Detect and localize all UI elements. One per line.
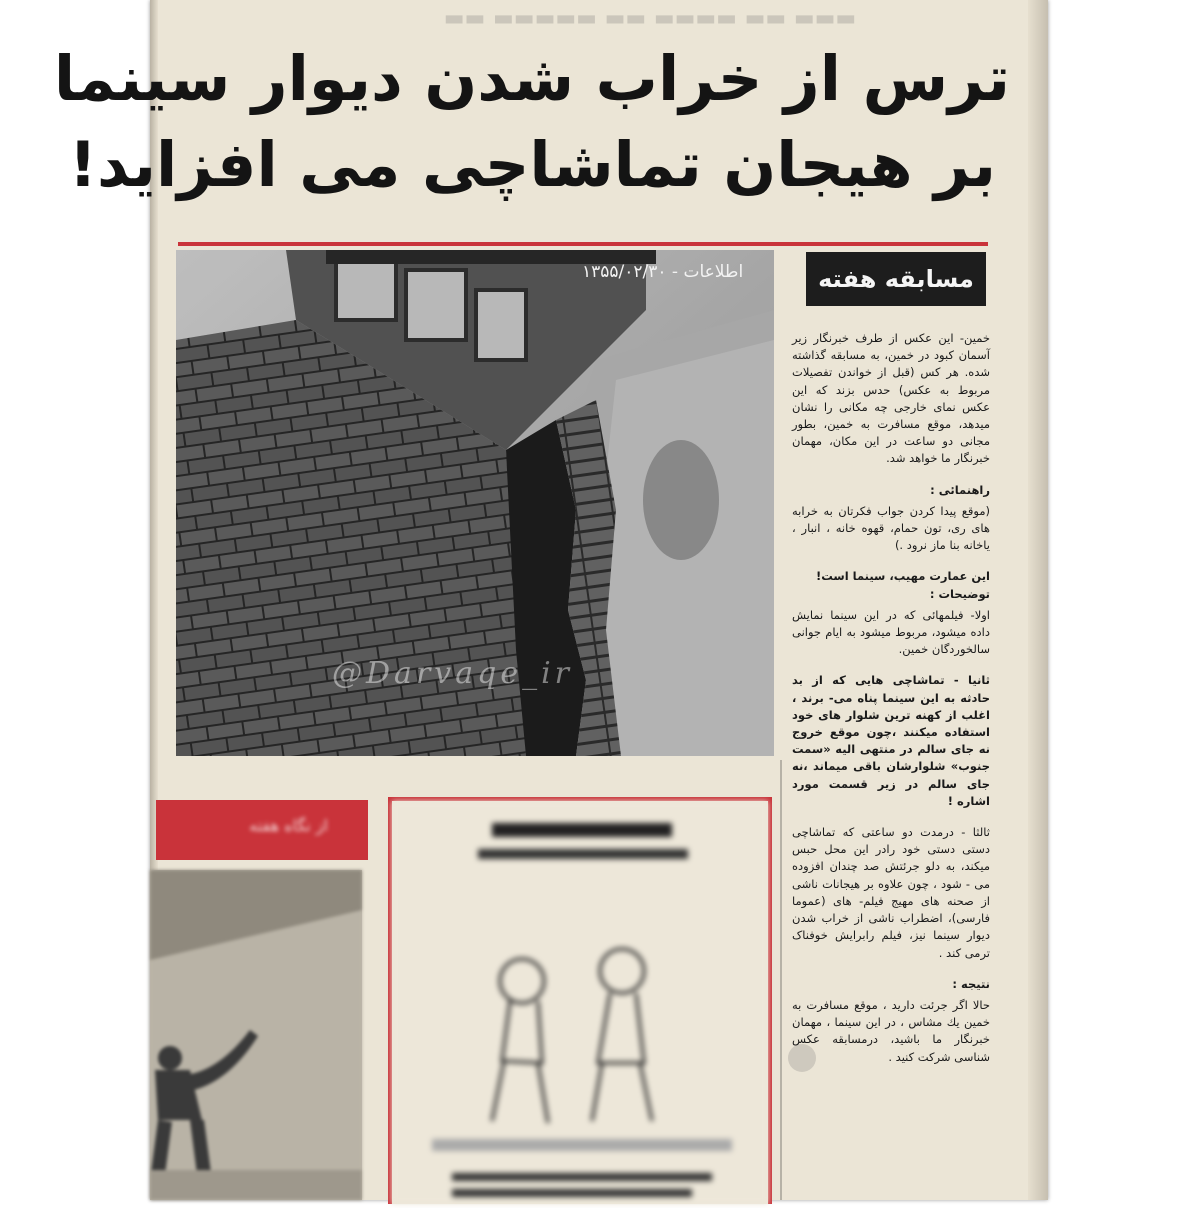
second-point: ثانیا - تماشاچی هایی که از بد حادثه به این سینما پناه می- برند ، اغلب از کهنه ترین شلوار های خود استفاده میکنند ،چون موقع خروج نه جای سالم در منتهی الیه «سمت جنوب» شلوارشان باقی میماند ،نه جای سالم در زیر قسمت مورد اشاره ! xyxy=(792,673,990,808)
lower-section-label xyxy=(156,800,368,860)
article-column xyxy=(792,330,990,1080)
explain-title: توضیحات : xyxy=(929,586,990,601)
column-divider xyxy=(780,760,782,1200)
figure-image xyxy=(150,870,362,1200)
result-text: حالا اگر جرئت دارید ، موقع مسافرت به خمین یك مشاس ، در این سینما ، مهمان خبرنگار ما باشید، درمسابقه عکس شناسی شرکت کنید . xyxy=(792,997,990,1064)
bleed-through-text: ▬▬▬ ▬▬ ▬▬▬▬ ▬▬ ▬▬▬▬▬ ▬▬ xyxy=(443,6,857,31)
logo-stamp xyxy=(788,1044,816,1072)
hint-title: راهنمائی : xyxy=(930,482,990,497)
cartoon-box xyxy=(388,797,772,1204)
hint-text: (موقع پیدا کردن جواب فکرتان به خرابه های ری، تون حمام، قهوه خانه ، انبار ، یاخانه بنا ماز نرود .) xyxy=(792,503,990,553)
cartoon-image xyxy=(392,801,768,1204)
photo-caption: اطلاعات - ۱۳۵۵/۰۲/۳۰ xyxy=(582,262,744,282)
first-point: اولا- فیلمهائی که در این سینما نمایش داده میشود، مربوط میشود به ایام جوانی سالخوردگان خمین. xyxy=(792,607,990,657)
page-edge-right xyxy=(1028,0,1048,1200)
answer-text: این عمارت مهیب، سینما است! xyxy=(815,569,990,584)
watermark: @Darvaqe_ir xyxy=(332,656,574,691)
headline xyxy=(53,36,1010,208)
headline-line-1: ترس از خراب شدن دیوار سینما xyxy=(53,42,1010,115)
newspaper-page xyxy=(53,0,1048,1200)
third-point: ثالثا - درمدت دو ساعتی که تماشاچی دستی دستی خود رادر این محل حبس میکند، به دلو جرئتش صد چندان افزوده می - شود ، چون علاوه بر هیجانات ناشی از صحنه های مهیج فیلم- های (عموما فارسی)، اضطراب ناشی از خراب شدن دیوار سینما نیز، فیلم رابرایش خوفناک ترمی کند . xyxy=(792,825,990,960)
red-divider xyxy=(178,242,988,246)
article-intro: خمین- این عکس از طرف خبرنگار زیر آسمان کبود در خمین، به مسابقه گذاشته شده. هر کس (قبل از خواندن تفصیلات مربوط به عکس) حدس بزند که این عکس نمای خارجی چه مکانی را نشان میدهد، موقع مسافرت به خمین، بطور مجانی دو ساعت در این مکان، مهمان خبرنگار ما خواهد شد. xyxy=(792,331,990,466)
lower-section-label-text: از نگاه هفته xyxy=(249,816,328,835)
section-label: مسابقه هفته xyxy=(806,252,986,306)
headline-line-2: بر هیجان تماشاچی می افزاید! xyxy=(68,128,996,201)
result-title: نتیجه : xyxy=(952,976,990,991)
lower-left-photo xyxy=(150,870,362,1200)
